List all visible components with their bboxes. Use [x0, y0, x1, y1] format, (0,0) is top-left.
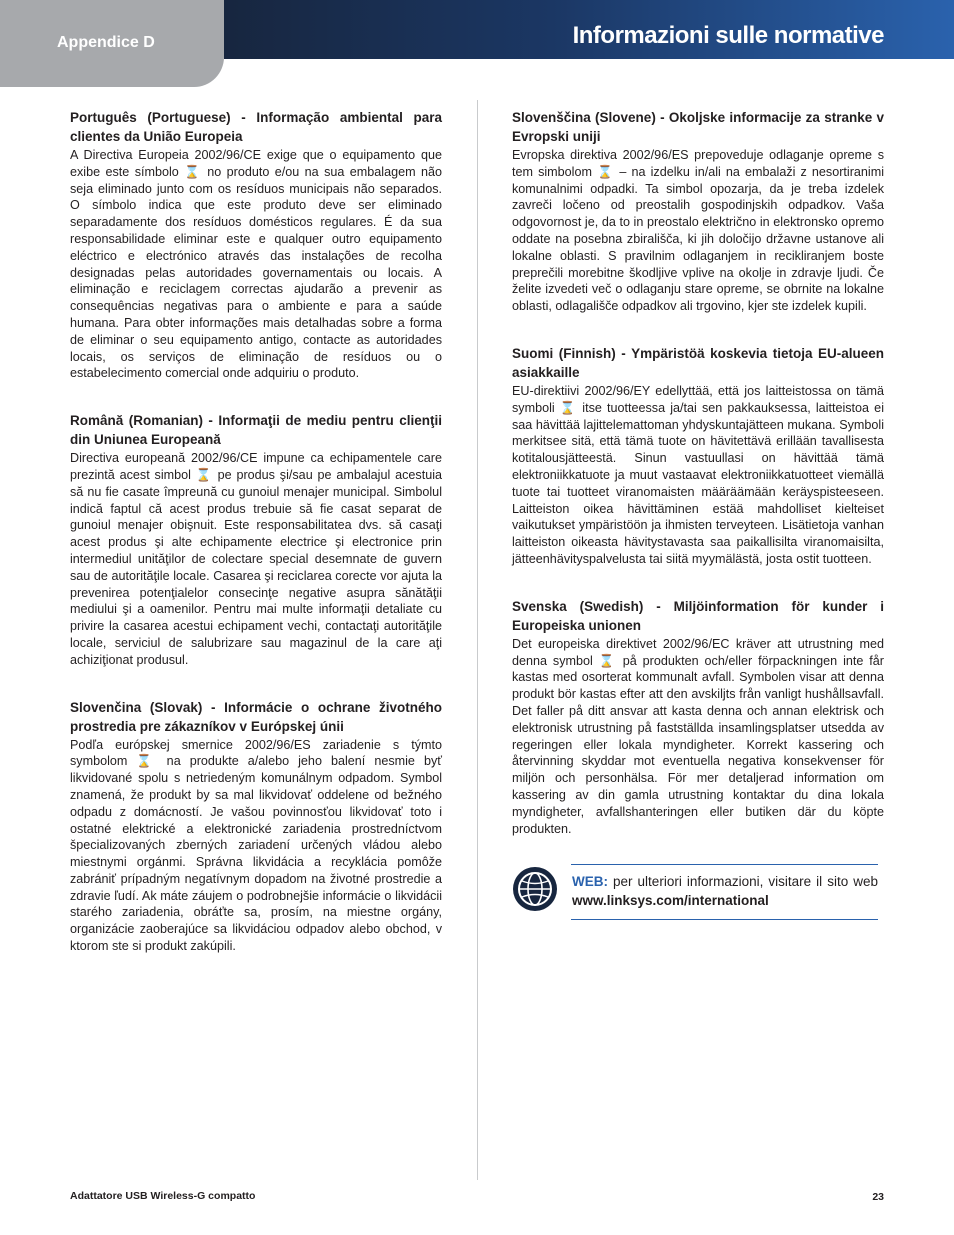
page-title: Informazioni sulle normative: [572, 22, 884, 49]
header-banner: [224, 0, 954, 59]
section-body: A Directiva Europeia 2002/96/CE exige que o equipamento que exibe este símbolo ⌛ no produto e/ou na sua embalagem não seja eliminado junto com os resíduos municipais não separados. O símbolo indica que este produto deve ser eliminado separadamente dos resíduos domésticos regulares. É da sua responsabilidade eliminar este e qualquer outro equipamento eléctrico e electrónico através das instalações de recolha designadas pelas autoridades governamentais ou locais. A eliminação e reciclagem correctas ajudarão a prevenir as consequências negativas para o ambiente e para a saúde humana. Para obter informações mais detalhadas sobre a forma de eliminar o seu equipamento antigo, contacte as autoridades locais, os serviços de eliminação de resíduos ou o estabelecimento comercial onde adquiriu o produto.: [70, 148, 442, 381]
web-note-text: [572, 872, 878, 910]
web-note: [512, 864, 884, 930]
right-column: [512, 108, 884, 930]
section-heading: Português (Portuguese) - Informação ambiental para clientes da União Europeia: [70, 110, 442, 144]
section-slovene: [512, 108, 884, 315]
footer-product-name: Adattatore USB Wireless-G compatto: [70, 1190, 256, 1202]
section-portuguese: [70, 108, 442, 382]
web-note-top-rule: [571, 864, 878, 865]
section-body: Det europeiska direktivet 2002/96/EC kräver att utrustning med denna symbol ⌛ på produkten och/eller förpackningen inte får kastas med osorterat kommunalt avfall. Symbolen visar att denna produkt bör kastas efter att den avskiljts från vanligt hushållsavfall. Det faller på ditt ansvar att kasta denna och annan elektrisk och elektronisk utrustning på fastställda insamlingsplatser utsedda av regeringen eller lokala myndigheter. Korrekt kassering och återvinning skyddar mot eventuella negativa konsekvenser för miljön och personhälsa. För mer detaljerad information om kassering av din gamla utrustning kontaktar du dina lokala myndigheter, avfallshanteringen eller butiken där du köpte produkten.: [512, 636, 884, 836]
web-url-link[interactable]: www.linksys.com/international: [572, 893, 769, 909]
section-body: Evropska direktiva 2002/96/ES prepoveduje odlaganje opreme s tem simbolom ⌛ – na izdelku in/ali na embalaži z nesortiranimi komunalnimi odpadki. Ta simbol opozarja, da je treba izdelek zavreči ločeno od preostalih gospodinjskih odpadkov. Vaša odgovornost je, da to in preostalo električno in elektronsko opremo oddate na posebna zbirališča, ki jih določijo državne ustanove ali lokalne oblasti. S pravilnim odlaganjem in recikliranjem boste preprečili morebitne škodljive vplive na okolje in zdravje ljudi. Če želite izvedeti več o odlaganju stare opreme, se obrnite na lokalne oblasti, odlagališče odpadkov ali trgovino, kjer ste izdelek kupili.: [512, 148, 884, 314]
appendix-label: Appendice D: [57, 34, 155, 51]
web-description: per ulteriori informazioni, visitare il sito web: [608, 874, 878, 890]
column-divider: [477, 100, 478, 1180]
section-heading: Suomi (Finnish) - Ympäristöä koskevia tietoja EU-alueen asiakkaille: [512, 345, 884, 380]
section-romanian: [70, 411, 442, 668]
section-slovak: [70, 698, 442, 955]
section-body: Directiva europeană 2002/96/CE impune ca echipamentele care prezintă acest simbol ⌛ pe produs şi/sau pe ambalajul acestuia să nu fie casate împreună cu gunoiul menajer municipal. Simbolul indică faptul că acest produs trebuie să fie casat separat de gunoiul menajer obişnuit. Este responsabilitatea dvs. să casaţi acest produs şi alte echipamente electrice şi electronice prin intermediul unităţilor de colectare special desemnate de guvern sau de autorităţile locale. Casarea şi reciclarea corecte vor ajuta la prevenirea potenţialelor consecinţe negative asupra sănătăţii mediului şi a oamenilor. Pentru mai multe informaţii detaliate cu privire la casarea acestui echipament vechi, contactaţi autorităţile locale, serviciul de salubrizare sau magazinul de la care aţi achiziţionat produsul.: [70, 451, 442, 667]
footer-page-number: 23: [872, 1191, 884, 1203]
section-heading: Română (Romanian) - Informaţii de mediu pentru clienţii din Uniunea Europeană: [70, 413, 442, 448]
section-heading: Slovenčina (Slovak) - Informácie o ochrane životného prostredia pre zákazníkov v Európskej únii: [70, 699, 442, 734]
web-note-bottom-rule: [571, 919, 878, 920]
section-swedish: [512, 597, 884, 838]
section-heading: Svenska (Swedish) - Miljöinformation för kunder i Europeiska unionen: [512, 598, 884, 633]
section-finnish: [512, 344, 884, 568]
section-heading: Slovenščina (Slovene) - Okoljske informacije za stranke v Evropski uniji: [512, 110, 884, 144]
globe-icon: [512, 866, 558, 912]
web-label: WEB:: [572, 874, 608, 890]
appendix-tab: [0, 0, 224, 87]
left-column: [70, 108, 442, 984]
section-body: Podľa európskej smernice 2002/96/ES zariadenie s týmto symbolom ⌛ na produkte a/alebo jeho balení nesmie byť likvidované spolu s netriedeným komunálnym odpadom. Symbol znamená, že produkt by sa mal likvidovať oddelene od bežného odpadu z domácností. Je vašou povinnosťou likvidovať toto i ostatné elektrické a elektronické zariadenia prostredníctvom špecializovaných zberných zariadení určených vládou alebo miestnymi orgánmi. Správna likvidácia a recyklácia pomôže zabrániť prípadným negatívnym dopadom na životné prostredie a zdravie ľudí. Ak máte záujem o podrobnejšie informácie o likvidácii starého zariadenia, obráťte sa, prosím, na miestne orgány, organizácie zaoberajúce sa likvidáciou odpadov alebo obchod, v ktorom ste si produkt zakúpili.: [70, 737, 442, 954]
section-body: EU-direktiivi 2002/96/EY edellyttää, että jos laitteistossa on tämä symboli ⌛ itse tuotteessa ja/tai sen pakkauksessa, laitteistoa ei saa hävittää lajittelemattoman yhdyskuntajätteen mukana. Symboli merkitsee sitä, että tämä tuote on hävitettävä erillään tavallisesta kotitalousjätteestä. Sinun vastuullasi on hävittää tämä elektroniikkatuote ja muut vastaavat elektroniikkatuotteet viemällä tuote tai tuotteet viranomaisten määräämään keräyspisteeseen. Laitteiston oikea hävittäminen estää mahdolliset kielteiset vaikutukset ympäristöön ja ihmisten terveyteen. Lisätietoja vanhan laitteiston oikeasta hävitystavasta saa paikallisilta viranomaisilta, jätteenhävityspalvelusta tai siitä myymälästä, josta ostit tuotteen.: [512, 383, 884, 566]
